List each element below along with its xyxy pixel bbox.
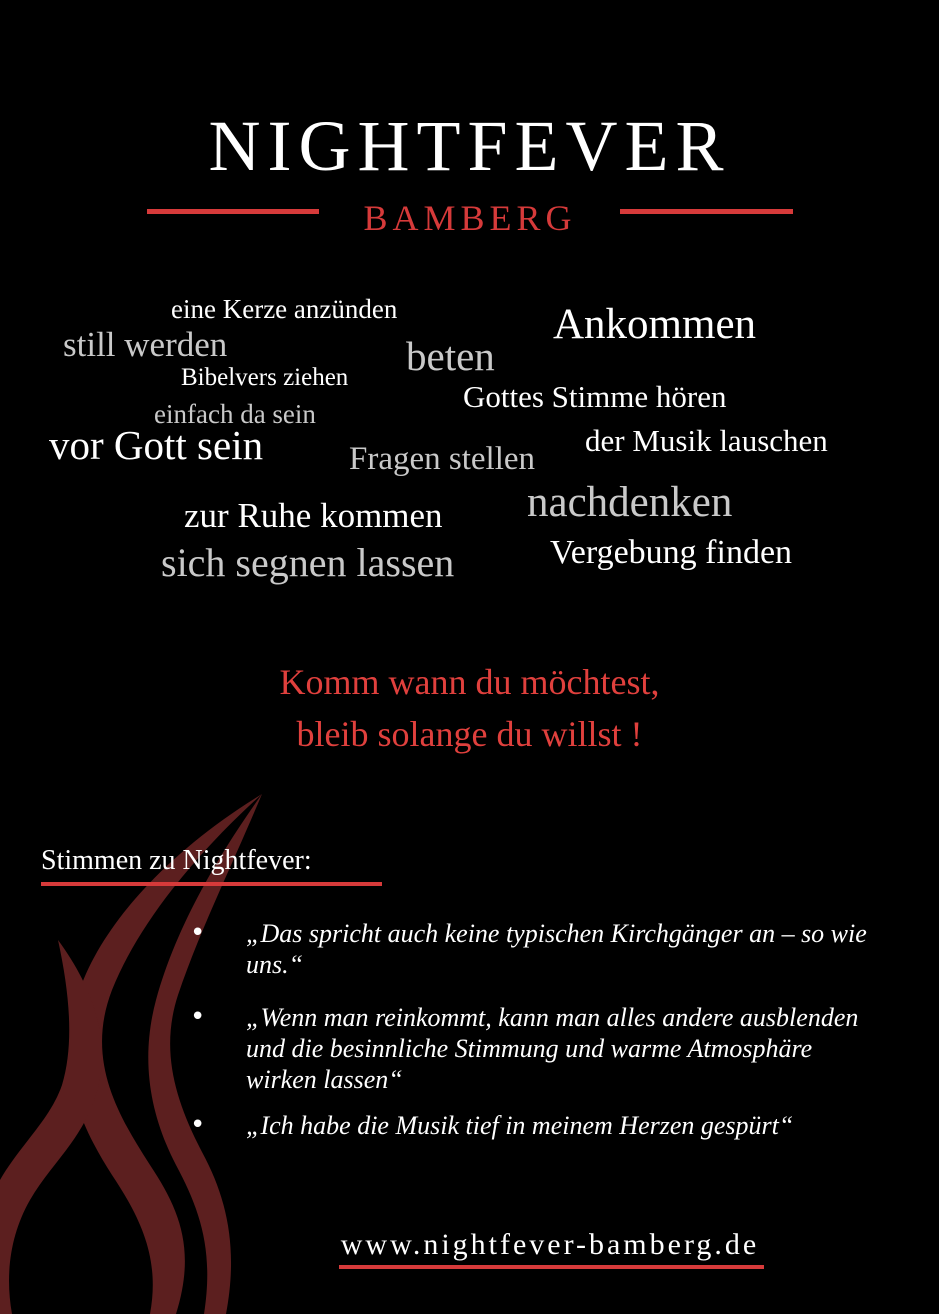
poster-title: NIGHTFEVER <box>208 106 731 186</box>
word-cloud-item: nachdenken <box>527 479 733 526</box>
poster-subtitle: BAMBERG <box>363 198 577 238</box>
word-cloud-item: einfach da sein <box>154 399 316 429</box>
word-cloud-item: Bibelvers ziehen <box>181 364 349 391</box>
word-cloud-item: der Musik lauschen <box>585 423 828 458</box>
testimonial-text: „Wenn man reinkommt, kann man alles andere ausblenden und die besinnliche Stimmung und warme Atmosphäre wirken lassen“ <box>246 1003 859 1094</box>
bullet-icon: • <box>190 1002 206 1032</box>
tagline-line-2: bleib solange du willst ! <box>296 714 643 754</box>
word-cloud-item: Gottes Stimme hören <box>463 379 727 414</box>
word-cloud-item: beten <box>406 333 495 379</box>
title-rule-right <box>620 209 793 214</box>
word-cloud-item: Vergebung finden <box>550 534 793 571</box>
testimonials-heading: Stimmen zu Nightfever: <box>41 845 312 876</box>
word-cloud-item: Ankommen <box>553 301 757 348</box>
word-cloud-item: sich segnen lassen <box>161 540 455 585</box>
word-cloud-item: vor Gott sein <box>49 422 264 468</box>
testimonial-text: „Das spricht auch keine typischen Kirchgänger an – so wie uns.“ <box>246 919 867 979</box>
website-underline <box>339 1265 764 1269</box>
tagline-line-1: Komm wann du möchtest, <box>279 662 660 702</box>
testimonials-heading-underline <box>41 882 382 886</box>
bullet-icon: • <box>190 1110 206 1140</box>
word-cloud-item: zur Ruhe kommen <box>184 496 443 535</box>
title-rule-left <box>147 209 319 214</box>
website-link[interactable]: www.nightfever-bamberg.de <box>340 1228 760 1261</box>
word-cloud-item: still werden <box>63 325 228 364</box>
word-cloud-item: eine Kerze anzünden <box>171 294 398 324</box>
word-cloud-item: Fragen stellen <box>349 441 536 477</box>
testimonial-text: „Ich habe die Musik tief in meinem Herzen gespürt“ <box>246 1111 794 1140</box>
bullet-icon: • <box>190 918 206 948</box>
